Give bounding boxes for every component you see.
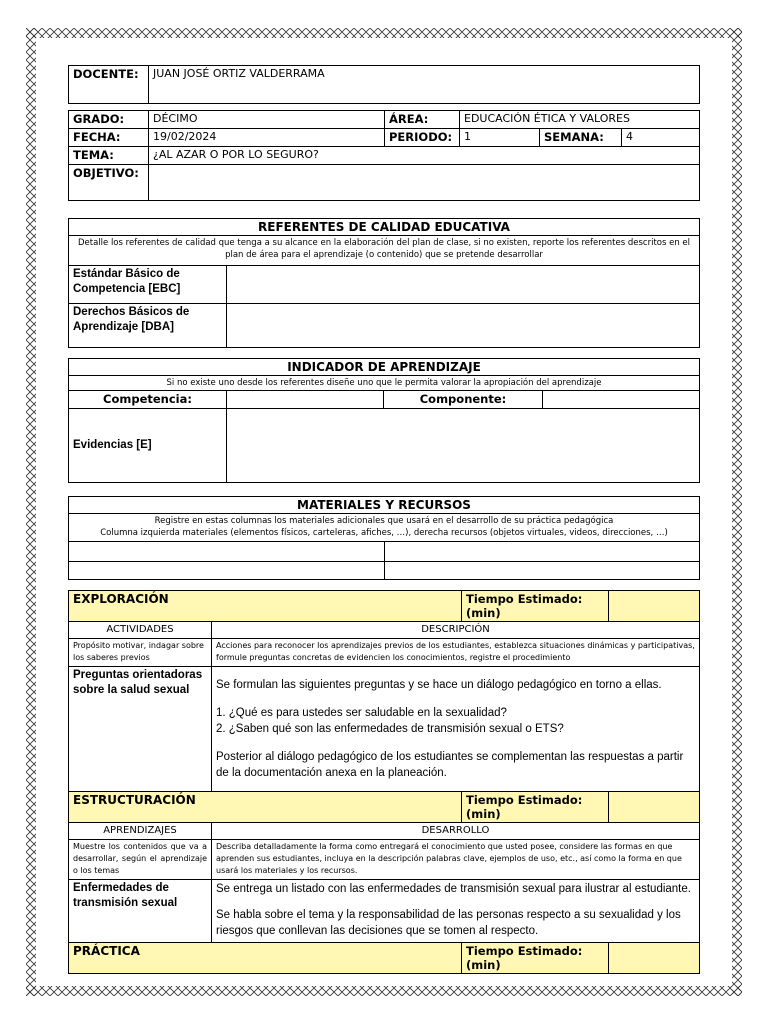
- estructuracion-line2: Se habla sobre el tema y la responsabilidad de las personas respecto a su sexualidad y los riesgos que conllevan las decisiones que se tomen al respecto.: [216, 909, 681, 937]
- objetivo-label: OBJETIVO:: [69, 165, 149, 201]
- fecha-value: 19/02/2024: [149, 129, 385, 147]
- estructuracion-tiempo-value: [609, 792, 700, 823]
- tema-label: TEMA:: [69, 147, 149, 165]
- exploracion-table: [68, 590, 700, 797]
- periodo-value: 1: [460, 129, 540, 147]
- objetivo-value: [149, 165, 700, 201]
- estructuracion-help2: Describa detalladamente la forma como entregará el conocimiento que usted posee, considere las formas en que aprenden sus estudiantes, incluya en la descripción palabras clave, ejemplos de uso, etc., así como la forma en que usará los materiales y los recursos.: [212, 840, 700, 880]
- indicador-title: INDICADOR DE APRENDIZAJE: [69, 359, 700, 376]
- competencia-label: Competencia:: [69, 391, 227, 409]
- recursos-right-1: [385, 542, 700, 562]
- evidencias-label: Evidencias [E]: [69, 409, 227, 483]
- materiales-left-2: [69, 562, 385, 580]
- periodo-label: PERIODO:: [385, 129, 460, 147]
- estructuracion-activity: Enfermedades de transmisión sexual: [69, 880, 212, 946]
- exploracion-tiempo-value: [609, 591, 700, 622]
- exploracion-col1: ACTIVIDADES: [69, 622, 212, 639]
- estructuracion-tiempo-label: Tiempo Estimado: (min): [462, 792, 609, 823]
- exploracion-tiempo-label: Tiempo Estimado: (min): [462, 591, 609, 622]
- practica-tiempo-label: Tiempo Estimado: (min): [462, 943, 609, 974]
- referentes-table: [68, 218, 700, 348]
- estructuracion-line1: Se entrega un listado con las enfermedades de transmisión sexual para ilustrar al estudiante.: [216, 883, 691, 895]
- exploracion-line4: Posterior al diálogo pedagógico de los estudiantes se complementan las respuestas a partir de la documentación anexa en la planeación.: [216, 751, 684, 779]
- grado-value: DÉCIMO: [149, 111, 385, 129]
- docente-label: DOCENTE:: [69, 66, 149, 104]
- estructuracion-col2: DESARROLLO: [212, 823, 700, 840]
- exploracion-col2: DESCRIPCIÓN: [212, 622, 700, 639]
- docente-table: [68, 65, 700, 104]
- dba-label: Derechos Básicos de Aprendizaje [DBA]: [69, 304, 227, 348]
- fecha-label: FECHA:: [69, 129, 149, 147]
- semana-label: SEMANA:: [540, 129, 622, 147]
- indicador-note: Si no existe uno desde los referentes diseñe uno que le permita valorar la apropiación del aprendizaje: [69, 376, 700, 391]
- exploracion-help2: Acciones para reconocer los aprendizajes previos de los estudiantes, establezca situaciones dinámicas y participativas, formule preguntas concretas de evidencien los conocimientos, registre el procedimiento: [212, 639, 700, 667]
- practica-table: [68, 942, 700, 974]
- area-label: ÁREA:: [385, 111, 460, 129]
- estructuracion-table: [68, 791, 700, 946]
- docente-value: JUAN JOSÉ ORTIZ VALDERRAMA: [149, 66, 700, 104]
- materiales-note: [69, 514, 700, 542]
- componente-label: Componente:: [384, 391, 543, 409]
- exploracion-activity: Preguntas orientadoras sobre la salud sexual: [69, 667, 212, 797]
- ebc-label: Estándar Básico de Competencia [EBC]: [69, 266, 227, 304]
- area-value: EDUCACIÓN ÉTICA Y VALORES: [460, 111, 700, 129]
- evidencias-value: [227, 409, 700, 483]
- estructuracion-col1: APRENDIZAJES: [69, 823, 212, 840]
- practica-tiempo-value: [609, 943, 700, 974]
- exploracion-help1: Propósito motivar, indagar sobre los saberes previos: [69, 639, 212, 667]
- materiales-note-1: Registre en estas columnas los materiales adicionales que usará en el desarrollo de su práctica pedagógica: [154, 516, 614, 526]
- grado-label: GRADO:: [69, 111, 149, 129]
- practica-title: PRÁCTICA: [69, 943, 462, 974]
- tema-value: ¿AL AZAR O POR LO SEGURO?: [149, 147, 700, 165]
- semana-value: 4: [622, 129, 700, 147]
- recursos-right-2: [385, 562, 700, 580]
- competencia-value: [227, 391, 384, 409]
- exploracion-line2: 1. ¿Qué es para ustedes ser saludable en la sexualidad?: [216, 707, 507, 719]
- referentes-note: Detalle los referentes de calidad que tenga a su alcance en la elaboración del plan de clase, si no existen, reporte los referentes descritos en el plan de área para el aprendizaje (o contenido) que se pretende desarrollar: [69, 236, 700, 266]
- materiales-left-1: [69, 542, 385, 562]
- info-table: [68, 110, 700, 201]
- exploracion-title: EXPLORACIÓN: [69, 591, 462, 622]
- estructuracion-description: [212, 880, 700, 946]
- referentes-title: REFERENTES DE CALIDAD EDUCATIVA: [69, 219, 700, 236]
- estructuracion-title: ESTRUCTURACIÓN: [69, 792, 462, 823]
- ebc-value: [227, 266, 700, 304]
- indicador-table: [68, 358, 700, 483]
- materiales-note-2: Columna izquierda materiales (elementos físicos, carteleras, afiches, …), derecha recursos (objetos virtuales, videos, direcciones, …): [100, 528, 668, 538]
- materiales-title: MATERIALES Y RECURSOS: [69, 497, 700, 514]
- componente-value: [543, 391, 700, 409]
- exploracion-description: [212, 667, 700, 797]
- exploracion-line1: Se formulan las siguientes preguntas y se hace un diálogo pedagógico en torno a ellas.: [216, 679, 662, 691]
- materiales-table: [68, 496, 700, 580]
- dba-value: [227, 304, 700, 348]
- estructuracion-help1: Muestre los contenidos que va a desarrollar, según el aprendizaje o los temas: [69, 840, 212, 880]
- exploracion-line3: 2. ¿Saben qué son las enfermedades de transmisión sexual o ETS?: [216, 723, 564, 735]
